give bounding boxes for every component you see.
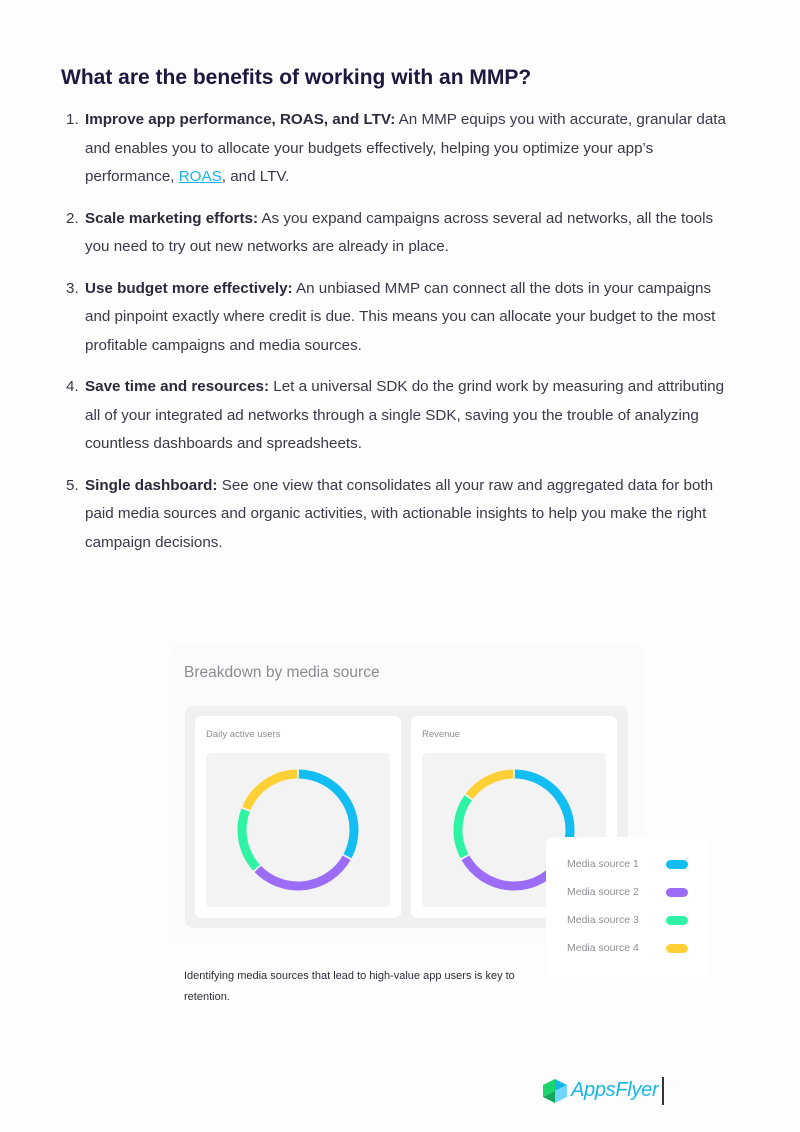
list-number: 2. xyxy=(66,209,79,227)
logo-divider xyxy=(662,1077,664,1105)
list-number: 4. xyxy=(66,378,79,395)
benefit-item xyxy=(66,205,726,262)
benefit-text: See one view that consolidates all your raw and aggregated data for both paid media sources and organic activities, with actionable insights to help you make the right campaign decisions. xyxy=(85,476,714,551)
roas-link[interactable]: ROAS xyxy=(178,168,222,185)
benefit-lead: Scale marketing efforts: xyxy=(85,209,259,227)
legend-swatch xyxy=(666,860,688,869)
figure-caption: Identifying media sources that lead to high-value app users is key to retention. xyxy=(184,970,515,1003)
appsflyer-wing-icon xyxy=(541,1077,569,1107)
benefit-text: An unbiased MMP can connect all the dots in your campaigns and pinpoint exactly where credit is due. This means you can allocate your budget to the most profitable campaigns and media sources. xyxy=(85,279,716,354)
benefit-item xyxy=(66,106,726,192)
legend-swatch xyxy=(666,888,688,897)
benefit-text: As you expand campaigns across several ad networks, all the tools you need to try out new networks are already in place. xyxy=(85,209,714,255)
benefit-item xyxy=(66,275,726,361)
benefit-lead: Save time and resources: xyxy=(85,378,270,395)
figure-title: Breakdown by media source xyxy=(184,664,380,681)
benefit-item xyxy=(66,373,726,459)
benefit-lead: Single dashboard: xyxy=(85,476,218,494)
donut-slice-2 xyxy=(258,858,347,886)
page-heading: What are the benefits of working with an MMP? xyxy=(61,66,532,89)
benefits-list xyxy=(66,106,726,570)
benefit-text: Let a universal SDK do the grind work by measuring and attributing all of your integrated ad networks through a single SDK, saving you the trouble of analyzing countless dashboards and spreadsheets. xyxy=(85,378,725,452)
legend-swatch xyxy=(666,916,688,925)
appsflyer-wordmark: AppsFlyer xyxy=(571,1079,659,1101)
donut-chart-daily-active-users xyxy=(206,753,390,907)
benefit-lead: Use budget more effectively: xyxy=(85,279,293,297)
panel-daily-active-users xyxy=(195,716,401,918)
chart-area xyxy=(206,753,390,907)
benefit-item xyxy=(66,472,726,558)
legend-label: Media source 1 xyxy=(567,858,639,870)
donut-slice-3 xyxy=(458,798,468,856)
benefit-text: An MMP equips you with accurate, granular data and enables you to allocate your budgets effectively, helping you optimize your app’s performance, xyxy=(85,111,726,185)
panel-label-daily-active-users: Daily active users xyxy=(206,729,281,740)
legend-label: Media source 2 xyxy=(567,886,639,898)
list-number: 5. xyxy=(66,476,79,494)
donut-slice-1 xyxy=(299,774,354,856)
list-number: 1. xyxy=(66,111,79,128)
donut-slice-3 xyxy=(242,810,257,867)
panel-label-revenue: Revenue xyxy=(422,729,461,740)
legend-label: Media source 4 xyxy=(567,942,639,954)
list-number: 3. xyxy=(66,279,79,297)
legend-swatch xyxy=(666,944,688,953)
donut-slice-4 xyxy=(469,774,513,796)
donut-slice-4 xyxy=(246,774,297,809)
benefit-lead: Improve app performance, ROAS, and LTV: xyxy=(85,111,396,128)
benefit-text-end: , and LTV. xyxy=(221,168,290,185)
legend-label: Media source 3 xyxy=(567,914,639,926)
chart-legend xyxy=(546,837,708,977)
